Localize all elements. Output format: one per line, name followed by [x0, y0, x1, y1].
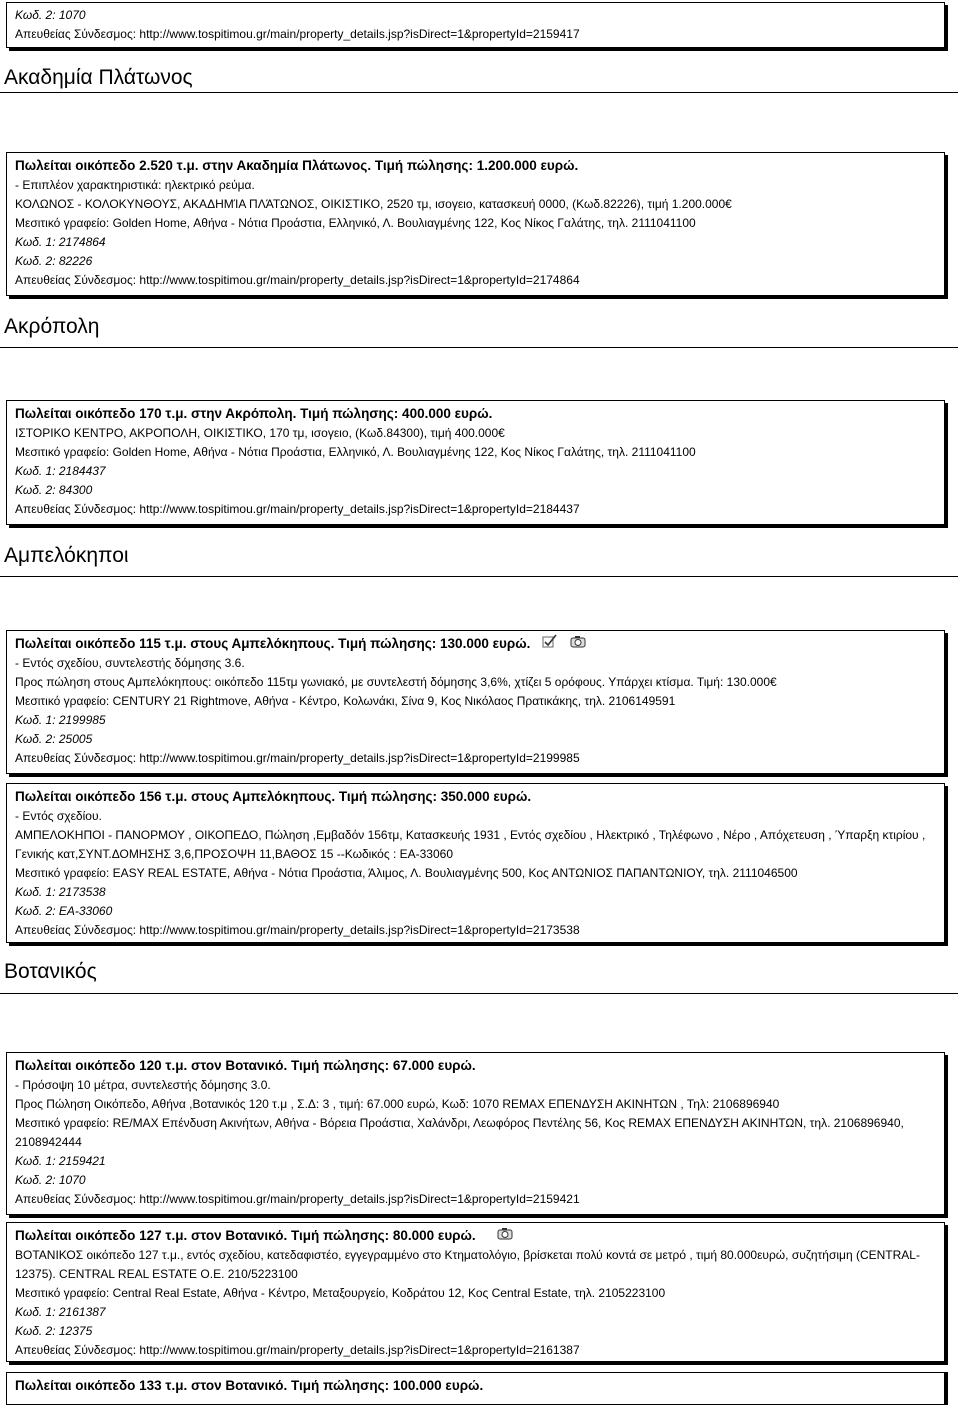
listing-code1: Κωδ. 1: 2159421: [15, 1154, 106, 1168]
camera-icon: [570, 634, 586, 654]
listing-code1: Κωδ. 1: 2173538: [15, 885, 106, 899]
listing-box: [6, 1372, 945, 1405]
listing-description: ΑΜΠΕΛΟΚΗΠΟΙ - ΠΑΝΟΡΜΟΥ , ΟΙΚΟΠΕΔΟ, Πώληση ,Εμβαδόν 156τμ, Κατασκευής 1931 , Εντός σχεδίου , Ηλεκτρικό , Τηλέφωνο , Νέρο , Απόχετευση , Ύπαρξη κτιρίου , Γενικής κατ,ΣΥΝΤ.ΔΟΜΗΣΗΣ 3,6,ΠΡΟΣΟΨΗ 11,ΒΑΘΟΣ 15 --Κωδικός : EA-33060: [15, 828, 926, 861]
listing-agency: Μεσιτικό γραφείο: EASY REAL ESTATE, Αθήνα - Νότια Προάστια, Άλιμος, Λ. Βουλιαγμένης 500, Κος ΑΝΤΩΝΙΟΣ ΠΑΠΑΝΤΩΝΙΟΥ, τηλ. 2111046500: [15, 866, 798, 880]
camera-icon: [497, 1226, 513, 1246]
listing-link[interactable]: Απευθείας Σύνδεσμος: http://www.tospitimou.gr/main/property_details.jsp?isDirect=1&propertyId=2159417: [15, 27, 580, 41]
listing-feature: - Εντός σχεδίου.: [15, 809, 102, 823]
listing-title: Πωλείται οικόπεδο 133 τ.μ. στον Βοτανικό. Τιμή πώλησης: 100.000 ευρώ.: [15, 1378, 484, 1393]
listing-description: Προς πώληση στους Αμπελόκηπους: οικόπεδο 115τμ γωνιακό, με συντελεστή δόμησης 3,6%, χτίζει 5 ορόφους. Υπάρχει κτίσμα. Τιμή: 130.000€: [15, 675, 777, 690]
listing-box: [6, 630, 945, 774]
section-heading: Αμπελόκηποι: [4, 544, 129, 567]
listing-title: Πωλείται οικόπεδο 127 τ.μ. στον Βοτανικό. Τιμή πώλησης: 80.000 ευρώ.: [15, 1228, 476, 1243]
listing-link[interactable]: Απευθείας Σύνδεσμος: http://www.tospitimou.gr/main/property_details.jsp?isDirect=1&propertyId=2173538: [15, 923, 580, 937]
listing-feature: - Εντός σχεδίου, συντελεστής δόμησης 3.6.: [15, 656, 245, 671]
listing-link[interactable]: Απευθείας Σύνδεσμος: http://www.tospitimou.gr/main/property_details.jsp?isDirect=1&propertyId=2174864: [15, 273, 580, 287]
listing-box: [6, 783, 945, 943]
listing-code1: Κωδ. 1: 2184437: [15, 464, 106, 478]
listing-feature: - Επιπλέον χαρακτηριστικά: ηλεκτρικό ρεύμα.: [15, 178, 255, 192]
listing-box: [6, 1052, 945, 1215]
listing-link[interactable]: Απευθείας Σύνδεσμος: http://www.tospitimou.gr/main/property_details.jsp?isDirect=1&propertyId=2199985: [15, 751, 580, 766]
listing-code2: Κωδ. 2: EA-33060: [15, 904, 113, 918]
listing-code2: Κωδ. 2: 25005: [15, 732, 93, 747]
listing-code1: Κωδ. 1: 2161387: [15, 1305, 106, 1320]
listing-code2: Κωδ. 2: 84300: [15, 483, 93, 497]
section-heading: Ακαδημία Πλάτωνος: [4, 66, 193, 89]
section-divider: [0, 576, 958, 577]
listing-title-row: [15, 634, 936, 654]
section-divider: [0, 92, 958, 93]
section-heading: Βοτανικός: [4, 960, 97, 983]
listing-code2: Κωδ. 2: 82226: [15, 254, 93, 268]
listing-description: ΚΟΛΩΝΟΣ - ΚΟΛΟΚΥΝΘΟΥΣ, ΑΚΑΔΗΜΊΑ ΠΛΆΤΩΝΟΣ, ΟΙΚΙΣΤΙΚΟ, 2520 τμ, ισογειο, κατασκευή 0000, (Κωδ.82226), τιμή 1.200.000€: [15, 197, 732, 211]
listing-link[interactable]: Απευθείας Σύνδεσμος: http://www.tospitimou.gr/main/property_details.jsp?isDirect=1&propertyId=2161387: [15, 1343, 580, 1358]
listing-agency: Μεσιτικό γραφείο: Golden Home, Αθήνα - Νότια Προάστια, Ελληνικό, Λ. Βουλιαγμένης 122, Κος Νίκος Γαλάτης, τηλ. 2111041100: [15, 445, 696, 459]
listing-box: [6, 400, 945, 525]
listing-box: [6, 152, 945, 296]
listing-agency: Μεσιτικό γραφείο: Golden Home, Αθήνα - Νότια Προάστια, Ελληνικό, Λ. Βουλιαγμένης 122, Κος Νίκος Γαλάτης, τηλ. 2111041100: [15, 216, 696, 230]
listing-code1: Κωδ. 1: 2174864: [15, 235, 106, 249]
listing-description: ΙΣΤΟΡΙΚΟ ΚΕΝΤΡΟ, ΑΚΡΟΠΟΛΗ, ΟΙΚΙΣΤΙΚΟ, 170 τμ, ισογειο, (Κωδ.84300), τιμή 400.000€: [15, 426, 505, 440]
section-divider: [0, 993, 958, 994]
listing-code1: Κωδ. 1: 2199985: [15, 713, 106, 728]
listing-title: Πωλείται οικόπεδο 2.520 τ.μ. στην Ακαδημία Πλάτωνος. Τιμή πώλησης: 1.200.000 ευρώ.: [15, 158, 579, 173]
listing-agency: Μεσιτικό γραφείο: Central Real Estate, Αθήνα - Κέντρο, Μεταξουργείο, Κοδράτου 12, Κος Central Estate, τηλ. 2105223100: [15, 1286, 666, 1301]
listing-code2: Κωδ. 2: 1070: [15, 8, 86, 22]
listing-description: ΒΟΤΑΝΙΚΟΣ οικόπεδο 127 τ.μ., εντός σχεδίου, κατεδαφιστέο, εγγεγραμμένο στο Κτηματολόγιο, βρίσκεται πολύ κοντά σε μετρό , τιμή 80.000ευρώ, συζητήσιμη (CENTRAL-12375). CENTRAL REAL ESTATE O.E. 210/5223100: [15, 1248, 920, 1282]
listing-title: Πωλείται οικόπεδο 170 τ.μ. στην Ακρόπολη. Τιμή πώλησης: 400.000 ευρώ.: [15, 406, 493, 421]
listing-title-row: [15, 1226, 936, 1246]
listing-box: [6, 1222, 945, 1362]
listing-description: Προς Πώληση Οικόπεδο, Αθήνα ,Βοτανικός 120 τ.μ , Σ.Δ: 3 , τιμή: 67.000 ευρώ, Κωδ: 1070 REMAX ΕΠΕΝΔΥΣΗ ΑΚΙΝΗΤΩΝ , Τηλ: 2106896940: [15, 1097, 780, 1111]
listing-title: Πωλείται οικόπεδο 120 τ.μ. στον Βοτανικό. Τιμή πώλησης: 67.000 ευρώ.: [15, 1058, 476, 1073]
listing-title: Πωλείται οικόπεδο 156 τ.μ. στους Αμπελόκηπους. Τιμή πώλησης: 350.000 ευρώ.: [15, 789, 532, 804]
listing-agency: Μεσιτικό γραφείο: RE/MAX Επένδυση Ακινήτων, Αθήνα - Βόρεια Προάστια, Χαλάνδρι, Λεωφόρος Πεντέλης 56, Κος REMAX ΕΠΕΝΔΥΣΗ ΑΚΙΝΗΤΩΝ, τηλ. 2106896940, 2108942444: [15, 1116, 904, 1149]
listing-link[interactable]: Απευθείας Σύνδεσμος: http://www.tospitimou.gr/main/property_details.jsp?isDirect=1&propertyId=2159421: [15, 1192, 580, 1206]
checkbox-icon: [542, 634, 558, 654]
listing-feature: - Πρόσοψη 10 μέτρα, συντελεστής δόμησης 3.0.: [15, 1078, 271, 1092]
listing-link[interactable]: Απευθείας Σύνδεσμος: http://www.tospitimou.gr/main/property_details.jsp?isDirect=1&propertyId=2184437: [15, 502, 580, 516]
listing-title: Πωλείται οικόπεδο 115 τ.μ. στους Αμπελόκηπους. Τιμή πώλησης: 130.000 ευρώ.: [15, 636, 531, 651]
section-divider: [0, 347, 958, 348]
section-heading: Ακρόπολη: [4, 315, 100, 338]
listing-code2: Κωδ. 2: 12375: [15, 1324, 93, 1339]
listing-box: [6, 2, 945, 48]
listing-code2: Κωδ. 2: 1070: [15, 1173, 86, 1187]
listing-agency: Μεσιτικό γραφείο: CENTURY 21 Rightmove, Αθήνα - Κέντρο, Κολωνάκι, Σίνα 9, Κος Νικόλαος Πρατικάκης, τηλ. 2106149591: [15, 694, 676, 709]
